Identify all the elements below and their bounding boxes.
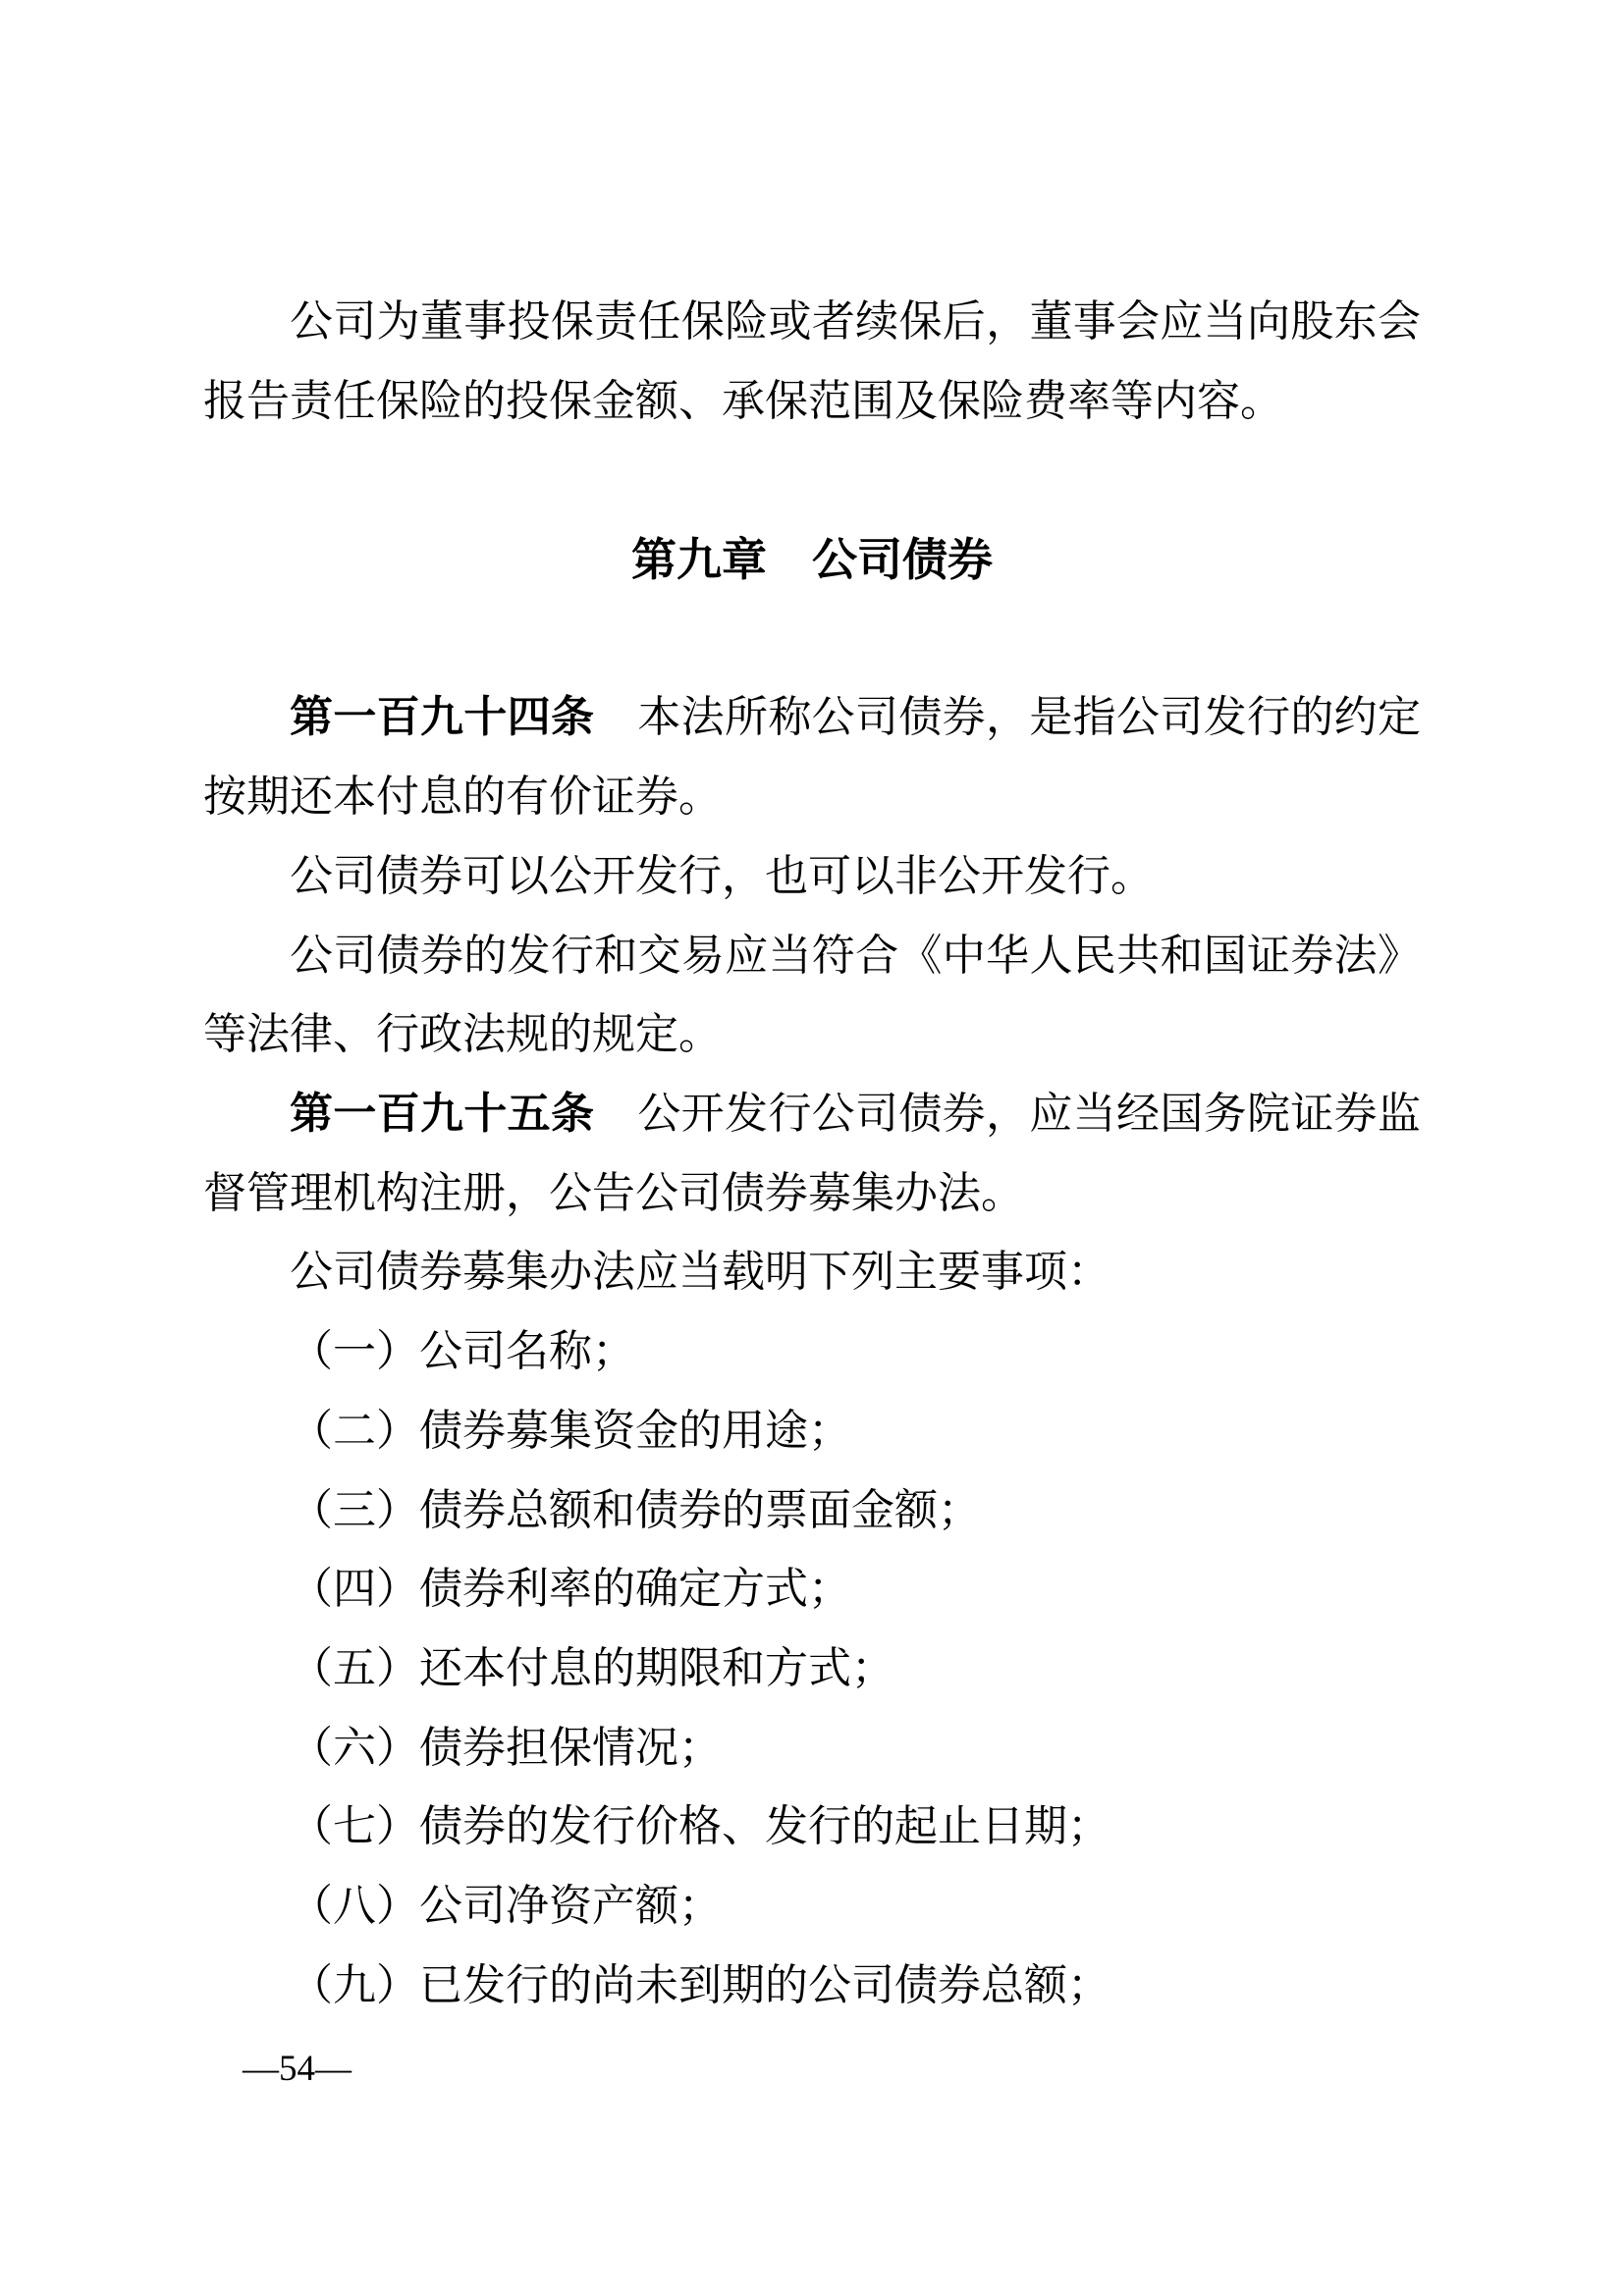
article-194-paragraph-1 <box>203 678 1421 836</box>
page-number: —54— <box>243 2049 352 2089</box>
article-195-text: 公开发行公司债券，应当经国务院证券监督管理机构注册，公告公司债券募集办法。 <box>203 1090 1422 1217</box>
chapter-title: 第九章 公司债券 <box>631 534 993 586</box>
list-item-5: （五）还本付息的期限和方式； <box>290 1643 894 1692</box>
article-194-paragraph-2: 公司债券可以公开发行，也可以非公开发行。 <box>290 851 1154 900</box>
intro-paragraph: 公司为董事投保责任保险或者续保后，董事会应当向股东会报告责任保险的投保金额、承保范围及保险费率等内容。 <box>203 297 1421 425</box>
article-194-number: 第一百九十四条 <box>290 693 595 742</box>
list-item-8: （八）公司净资产额； <box>290 1882 722 1931</box>
article-194-paragraph-3: 公司债券的发行和交易应当符合《中华人民共和国证券法》等法律、行政法规的规定。 <box>203 931 1421 1059</box>
list-item-4: （四）债券利率的确定方式； <box>290 1565 851 1614</box>
body-text <box>203 283 1421 2025</box>
list-item-2: （二）债券募集资金的用途； <box>290 1406 851 1455</box>
list-item-3: （三）债券总额和债券的票面金额； <box>290 1485 981 1534</box>
article-195-paragraph-1 <box>203 1075 1421 1233</box>
list-item-9: （九）已发行的尚未到期的公司债券总额； <box>290 1960 1110 2009</box>
list-item-6: （六）债券担保情况； <box>290 1723 722 1772</box>
article-195-number: 第一百九十五条 <box>290 1090 595 1138</box>
article-194-text: 本法所称公司债券，是指公司发行的约定按期还本付息的有价证券。 <box>203 693 1422 822</box>
article-195-paragraph-2: 公司债券募集办法应当载明下列主要事项： <box>290 1248 1110 1297</box>
list-item-1: （一）公司名称； <box>290 1327 635 1376</box>
list-item-7: （七）债券的发行价格、发行的起止日期； <box>290 1802 1110 1851</box>
